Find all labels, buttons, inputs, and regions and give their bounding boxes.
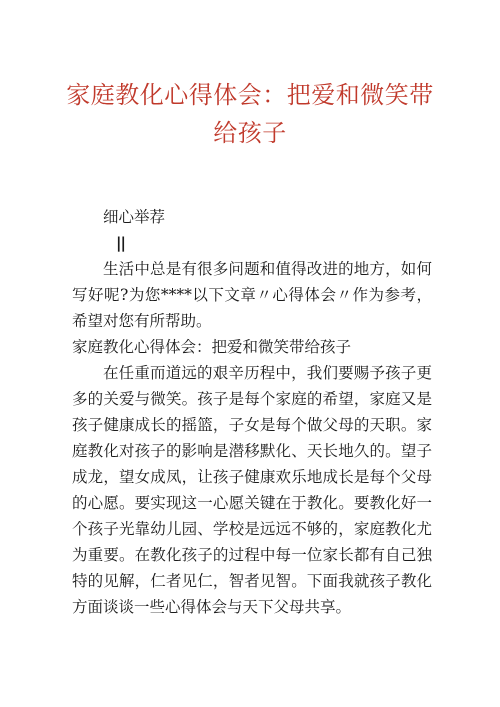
section-subtitle: 家庭教化心得体会：把爱和微笑带给孩子 xyxy=(72,338,352,356)
intro-paragraph: 生活中总是有很多问题和值得改进的地方，如何写好呢?为您****以下文章〃心得体会〃作为参考，希望对您有所帮助。 xyxy=(72,260,432,330)
document-body xyxy=(72,204,432,620)
body-paragraph: 在任重而道远的艰辛历程中，我们要赐予孩子更多的关爱与微笑。孩子是每个家庭的希望，家庭又是孩子健康成长的摇篮，子女是每个做父母的天职。家庭教化对孩子的影响是潜移默化、天长地久的。望子成龙，望女成凤，让孩子健康欢乐地成长是每个父母的心愿。要实现这一心愿关键在于教化。要教化好一个孩子光靠幼儿园、学校是远远不够的，家庭教化尤为重要。在教化孩子的过程中每一位家长都有自己独特的见解，仁者见仁，智者见智。下面我就孩子教化方面谈谈一些心得体会与天下父母共享。 xyxy=(72,364,432,616)
document-title: 家庭教化心得体会：把爱和微笑带给孩子 xyxy=(66,81,434,147)
recommend-label: 细心举荐 xyxy=(103,208,166,226)
separator-mark: || xyxy=(116,234,125,252)
